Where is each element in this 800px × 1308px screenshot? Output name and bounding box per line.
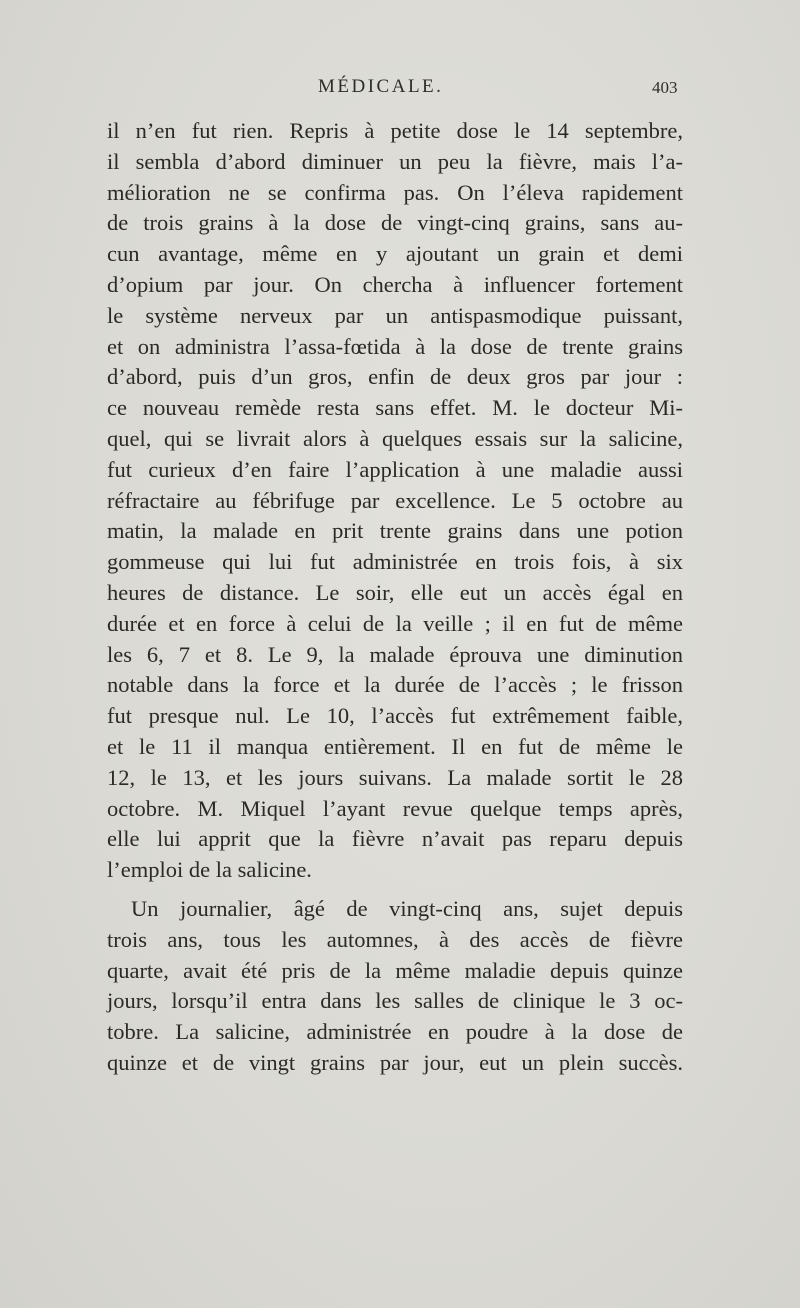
text-line: d’opium par jour. On chercha à influencer fortement (107, 271, 683, 297)
running-head (0, 76, 800, 106)
text-line: 12, le 13, et les jours suivans. La malade sortit le 28 (107, 764, 683, 790)
text-line: et on administra l’assa-fœtida à la dose de trente grains (107, 333, 683, 359)
text-line: le système nerveux par un antispasmodique puissant, (107, 302, 683, 328)
text-line: fut curieux d’en faire l’application à une maladie aussi (107, 456, 683, 482)
text-line: quel, qui se livrait alors à quelques essais sur la salicine, (107, 425, 683, 451)
text-line: mélioration ne se confirma pas. On l’éleva rapidement (107, 179, 683, 205)
text-line: l’emploi de la salicine. (107, 857, 312, 883)
text-line: il sembla d’abord diminuer un peu la fièvre, mais l’a- (107, 148, 683, 174)
body-text (107, 116, 683, 1079)
text-line: il n’en fut rien. Repris à petite dose le 14 septembre, (107, 118, 683, 143)
text-line: quinze et de vingt grains par jour, eut un plein succès. (107, 1049, 683, 1075)
text-line: notable dans la force et la durée de l’accès ; le frisson (107, 672, 683, 698)
text-line: réfractaire au fébrifuge par excellence. Le 5 octobre au (107, 487, 683, 513)
text-line: trois ans, tous les automnes, à des accès de fièvre (107, 926, 683, 952)
text-line: elle lui apprit que la fièvre n’avait pas reparu depuis (107, 826, 683, 852)
text-line: octobre. M. Miquel l’ayant revue quelque temps après, (107, 795, 683, 821)
text-line: cun avantage, même en y ajoutant un grain et demi (107, 241, 683, 267)
running-title: MÉDICALE. (318, 76, 444, 97)
text-line: les 6, 7 et 8. Le 9, la malade éprouva une diminution (107, 641, 683, 667)
text-line: Un journalier, âgé de vingt-cinq ans, sujet depuis (131, 895, 683, 921)
text-line: tobre. La salicine, administrée en poudre à la dose de (107, 1019, 683, 1045)
text-line: et le 11 il manqua entièrement. Il en fut de même le (107, 733, 683, 759)
text-line: gommeuse qui lui fut administrée en trois fois, à six (107, 549, 683, 575)
text-line: heures de distance. Le soir, elle eut un accès égal en (107, 579, 683, 605)
text-line: quarte, avait été pris de la même maladie depuis quinze (107, 957, 683, 983)
text-line: de trois grains à la dose de vingt-cinq grains, sans au- (107, 210, 683, 236)
page-number: 403 (652, 78, 678, 97)
paragraph-2 (107, 894, 683, 1079)
text-line: matin, la malade en prit trente grains dans une potion (107, 518, 683, 544)
text-line: ce nouveau remède resta sans effet. M. le docteur Mi- (107, 395, 683, 421)
text-line: d’abord, puis d’un gros, enfin de deux gros par jour : (107, 364, 683, 390)
paragraph-gap (107, 886, 683, 894)
paragraph-1 (107, 116, 683, 886)
text-line: fut presque nul. Le 10, l’accès fut extrêmement faible, (107, 703, 683, 729)
text-line: durée et en force à celui de la veille ; il en fut de même (107, 610, 683, 636)
text-line: jours, lorsqu’il entra dans les salles de clinique le 3 oc- (107, 988, 683, 1014)
